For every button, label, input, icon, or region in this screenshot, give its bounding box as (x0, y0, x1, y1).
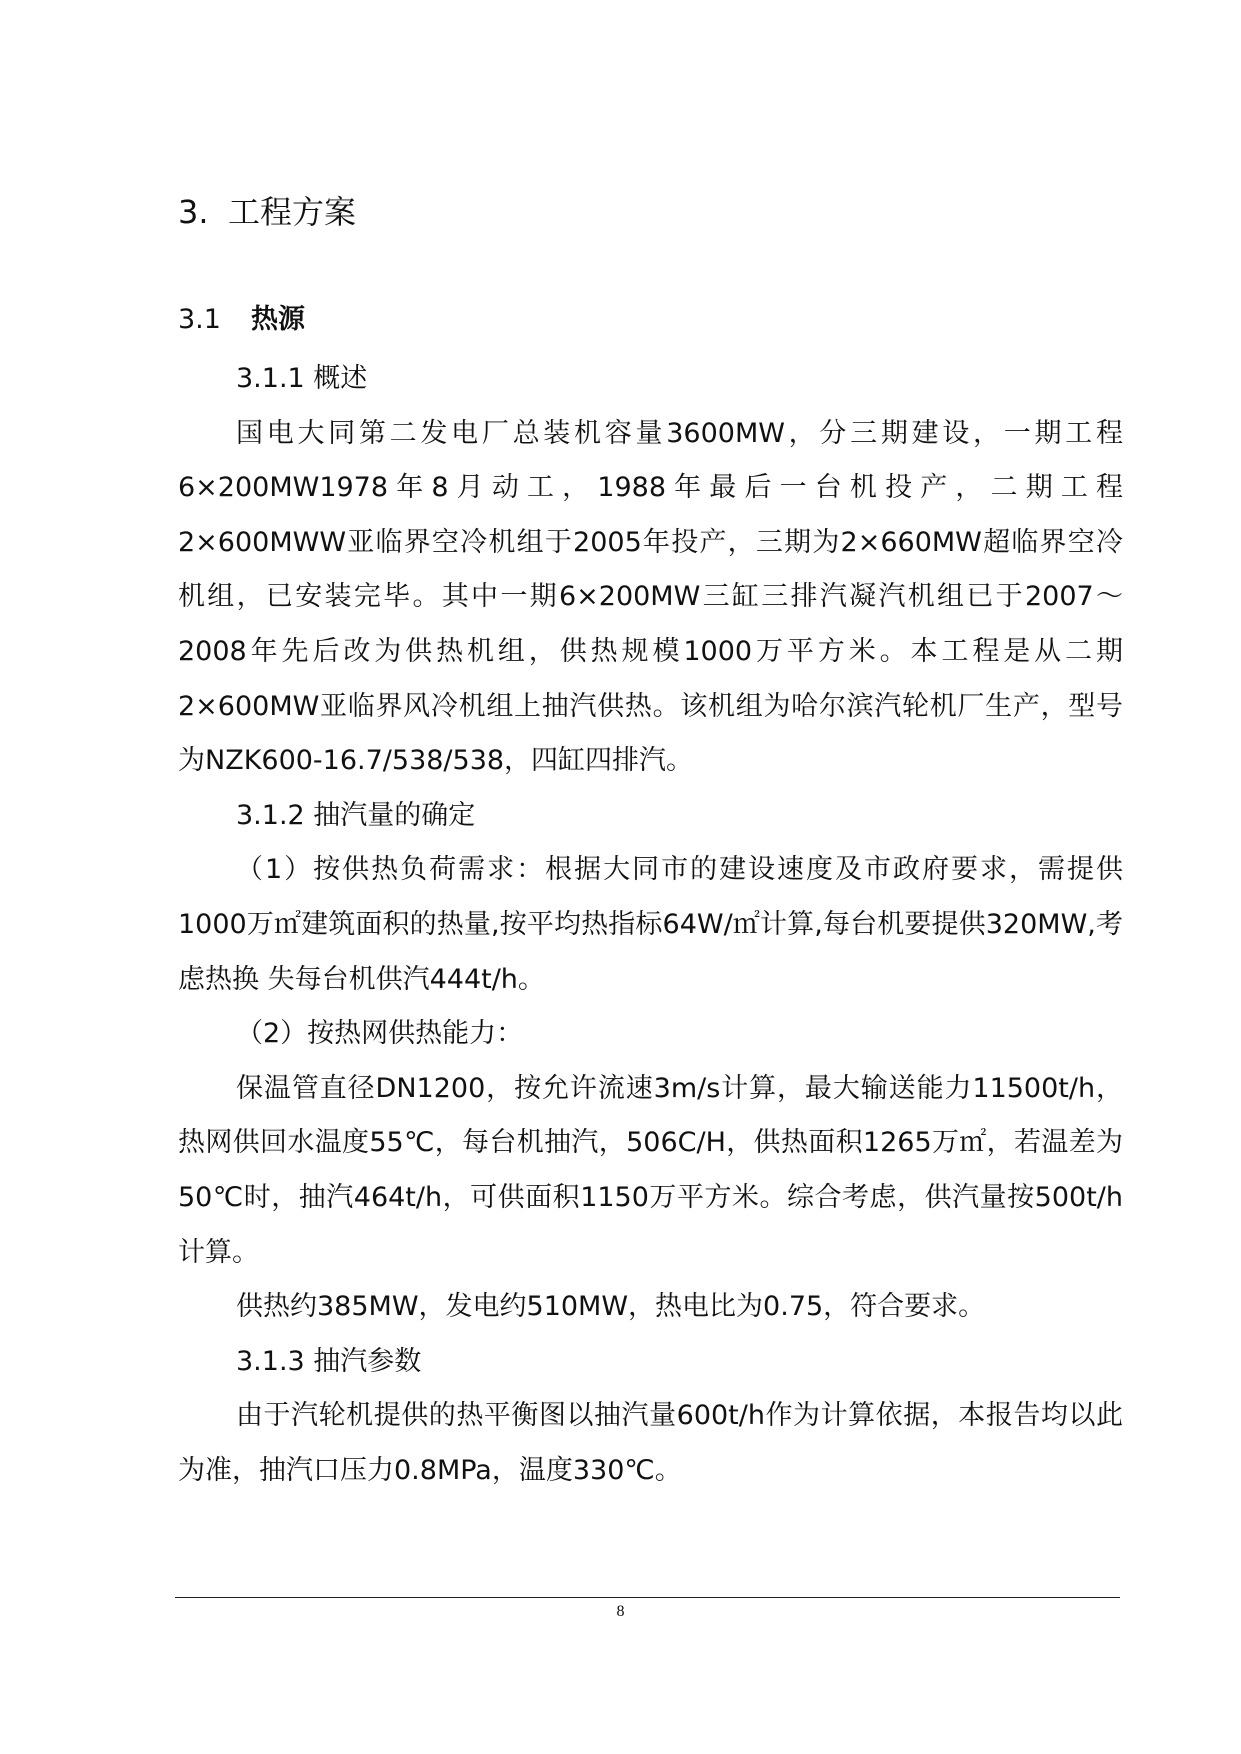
footer-divider (175, 1597, 1120, 1598)
heat-load-item: （1）按供热负荷需求：根据大同市的建设速度及市政府要求，需提供1000万㎡建筑面积的热量,按平均热指标64W/㎡计算,每台机要提供320MW,考虑热换 失每台机供汽444t/h。 (178, 854, 1123, 995)
subsection-heading-3-1-2: 3.1.2 抽汽量的确定 (236, 799, 476, 831)
subsection-heading-3-1-3: 3.1.3 抽汽参数 (236, 1345, 422, 1377)
chapter-number: 3. (178, 193, 209, 231)
chapter-heading (178, 188, 356, 236)
subsection-heading-3-1-1: 3.1.1 概述 (236, 363, 368, 394)
section-title: 热源 (251, 304, 305, 335)
body-text (178, 352, 1123, 1498)
overview-paragraph: 国电大同第二发电厂总装机容量3600MW，分三期建设，一期工程6×200MW1978年8月动工，1988年最后一台机投产，二期工程2×600MWW亚临界空冷机组于2005年投产，三期为2×660MW超临界空冷机组，已安装完毕。其中一期6×200MW三缸三排汽凝汽机组已于2007～2008年先后改为供热机组，供热规模1000万平方米。本工程是从二期2×600MW亚临界风冷机组上抽汽供热。该机组为哈尔滨汽轮机厂生产，型号为NZK600-16.7/538/538，四缸四排汽。 (178, 417, 1123, 777)
network-capacity-item: （2）按热网供热能力： (236, 1018, 524, 1050)
chapter-title: 工程方案 (228, 193, 357, 231)
heat-power-ratio-paragraph: 供热约385MW，发电约510MW，热电比为0.75，符合要求。 (236, 1291, 986, 1323)
section-number: 3.1 (178, 304, 221, 335)
extraction-parameters-paragraph: 由于汽轮机提供的热平衡图以抽汽量600t/h作为计算依据，本报告均以此为准，抽汽口压力0.8MPa，温度330℃。 (178, 1400, 1123, 1486)
page-number: 8 (616, 1603, 625, 1620)
section-heading (178, 300, 305, 340)
network-capacity-paragraph: 保温管直径DN1200，按允许流速3m/s计算，最大输送能力11500t/h，热网供回水温度55℃，每台机抽汽，506C/H，供热面积1265万㎡，若温差为50℃时，抽汽464t/h，可供面积1150万平方米。综合考虑，供汽量按500t/h计算。 (178, 1072, 1123, 1268)
